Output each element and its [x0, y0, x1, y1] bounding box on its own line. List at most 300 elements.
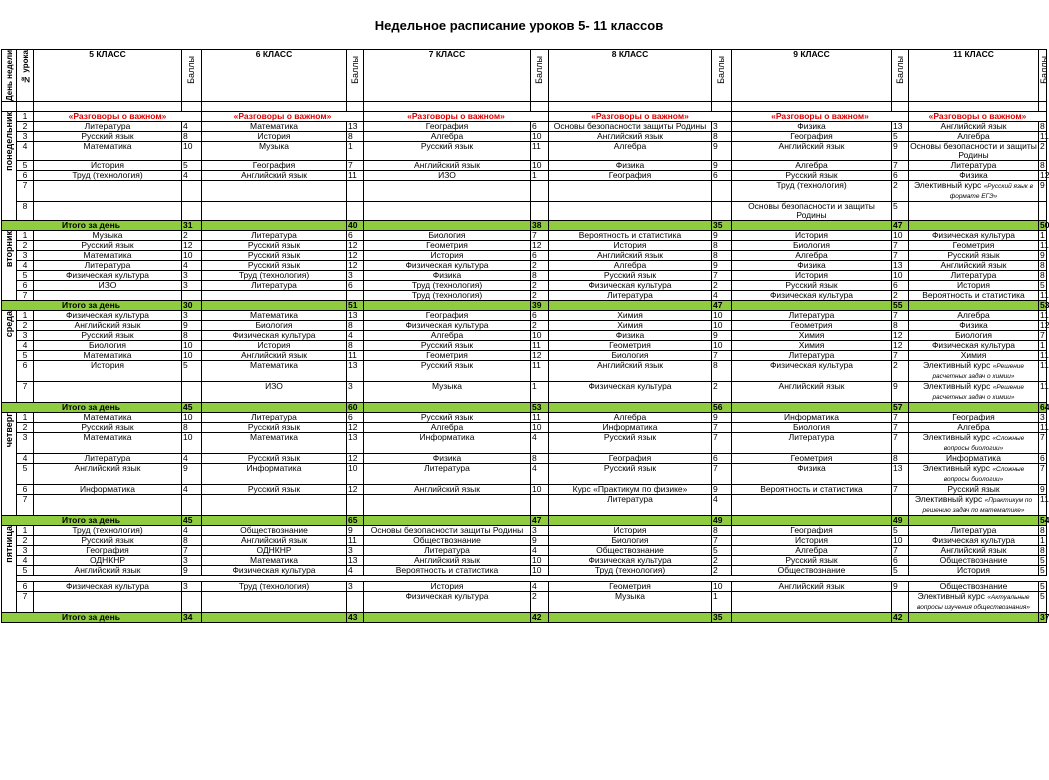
score-cell: 4 [531, 582, 549, 592]
score-cell: 6 [347, 281, 364, 291]
score-cell: 10 [182, 433, 202, 454]
score-cell: 9 [712, 413, 732, 423]
score-cell: 10 [182, 142, 202, 161]
subject-cell [732, 132, 892, 142]
total-blank [732, 301, 892, 311]
subject-name: Физическая культура [65, 310, 150, 321]
score-cell: 8 [892, 454, 909, 464]
subject-name: ОДНКНР [256, 545, 292, 556]
score-cell: 7 [712, 271, 732, 281]
subject-name: География [252, 160, 296, 171]
total-blank [202, 301, 347, 311]
subject-cell [732, 161, 892, 171]
subject-name: Труд (технология) [776, 180, 847, 191]
day-name: четверг [3, 413, 14, 448]
subject-name: Алгебра [795, 545, 828, 556]
subject-cell [909, 271, 1039, 281]
subject-cell [732, 536, 892, 546]
lesson-number: 5 [17, 161, 34, 171]
subject-cell [202, 171, 347, 181]
subject-cell [364, 341, 531, 351]
subject-name: Физическая культура [405, 591, 489, 602]
subject-name: Физическая культура [931, 340, 1016, 351]
total-label: Итого за день [2, 221, 182, 231]
score-cell: 3 [347, 582, 364, 592]
subject-name: Русский язык [947, 250, 1000, 261]
score-cell: 10 [531, 132, 549, 142]
subject-name: Английский язык [74, 320, 141, 331]
subject-name: Музыка [614, 591, 646, 602]
subject-cell [202, 351, 347, 361]
subject-name: Английский язык [597, 131, 663, 142]
subject-cell [549, 556, 712, 566]
subject-name: Русский язык [81, 535, 134, 546]
subject-cell [549, 464, 712, 485]
subject-cell: «Разговоры о важном» [732, 112, 909, 122]
subject-name: История [795, 535, 828, 546]
score-cell: 3 [347, 546, 364, 556]
subject-name: Русский язык [81, 240, 134, 251]
subject-cell [909, 592, 1039, 613]
subject-name: Физика [432, 270, 462, 281]
total-score: 56 [712, 403, 732, 413]
subject-cell [34, 592, 182, 613]
subject-cell [909, 202, 1039, 221]
lesson-number: 1 [17, 413, 34, 423]
score-cell: 9 [347, 526, 364, 536]
subject-name: История [613, 240, 647, 251]
subject-cell [34, 331, 182, 341]
subject-cell [549, 361, 712, 382]
lesson-number: 2 [17, 122, 34, 132]
subject-cell [909, 281, 1039, 291]
subject-cell [909, 341, 1039, 351]
lesson-row [2, 291, 1047, 301]
subject-name: Алгебра [613, 141, 647, 152]
lesson-number: 7 [17, 291, 34, 301]
lesson-number: 7 [17, 592, 34, 613]
subject-name: История [91, 160, 124, 171]
subject-name: Физическая культура [65, 270, 150, 281]
score-cell: 4 [182, 485, 202, 495]
lesson-number: 4 [17, 142, 34, 161]
subject-name: Алгебра [430, 422, 464, 433]
score-cell: 7 [1039, 433, 1047, 454]
score-cell: 7 [892, 241, 909, 251]
score-cell: 10 [712, 341, 732, 351]
score-cell: 5 [1040, 280, 1045, 291]
score-cell: 8 [892, 321, 909, 331]
blank-cell [892, 102, 909, 112]
total-score: 37 [1040, 612, 1049, 623]
blank-cell [17, 102, 34, 112]
subject-name: Алгебра [795, 160, 828, 171]
score-cell: 3 [182, 281, 202, 291]
subject-name: Русский язык [785, 555, 838, 566]
subject-cell [732, 526, 892, 536]
total-blank [909, 516, 1039, 526]
subject-name: Труд (технология) [411, 280, 483, 291]
score-cell: 6 [892, 171, 909, 181]
subject-cell [364, 251, 531, 261]
subject-cell [732, 546, 892, 556]
subject-name: Физика [797, 260, 826, 271]
lesson-row [2, 321, 1047, 331]
subject-name: Физика [615, 330, 645, 341]
score-header-label: Баллы [894, 56, 905, 84]
score-cell: 7 [892, 546, 909, 556]
day-total-row [2, 221, 1047, 231]
lesson-number: 4 [17, 261, 34, 271]
subject-name: История [430, 250, 464, 261]
subject-cell [202, 132, 347, 142]
subject-name: Английский язык [940, 260, 1007, 271]
subject-name: Английский язык [940, 545, 1007, 556]
total-score: 57 [892, 403, 909, 413]
subject-cell [732, 271, 892, 281]
subject-name: Биология [611, 535, 649, 546]
course-subtitle: «Актуальные вопросы изучения обществознания» [917, 594, 1030, 612]
subject-cell [364, 413, 531, 423]
subject-name: Математика [83, 350, 132, 361]
subject-name: Алгебра [430, 131, 464, 142]
score-cell [892, 592, 909, 613]
subject-cell [549, 132, 712, 142]
subject-cell [34, 464, 182, 485]
subject-cell [364, 433, 531, 454]
score-cell: 7 [712, 351, 732, 361]
lesson-row [2, 261, 1047, 271]
lesson-number: 1 [17, 231, 34, 241]
score-cell: 11 [1040, 350, 1049, 361]
subject-cell [34, 171, 182, 181]
score-cell: 10 [182, 351, 202, 361]
subject-name: Информатика [946, 453, 1001, 464]
score-cell: 6 [347, 413, 364, 423]
score-cell: 2 [892, 361, 909, 382]
subject-cell [34, 433, 182, 454]
subject-name: Физическая культура [769, 360, 854, 371]
day-cell [2, 526, 17, 613]
score-cell: 5 [1039, 592, 1047, 613]
score-cell: 1 [1040, 535, 1045, 546]
lesson-row [2, 202, 1047, 221]
lesson-row [2, 311, 1047, 321]
subject-cell [202, 271, 347, 281]
lesson-row [2, 161, 1047, 171]
subject-cell [909, 161, 1039, 171]
score-cell: 9 [712, 142, 732, 161]
subject-cell [364, 582, 531, 592]
subject-name: Английский язык [74, 565, 141, 576]
subject-cell [202, 341, 347, 351]
subject-name: Информатика [419, 432, 475, 443]
score-cell: 7 [892, 311, 909, 321]
total-score: 65 [347, 516, 364, 526]
course-subtitle: «Русский язык в формате ЕГЭ» [949, 183, 1034, 201]
subject-name: Литература [84, 260, 131, 271]
subject-cell [732, 361, 892, 382]
course-subtitle: «Практикум по решению задач по математике» [922, 497, 1033, 515]
score-cell: 6 [531, 311, 549, 321]
subject-name: Элективный курс [917, 591, 985, 602]
subject-name: Математика [250, 360, 298, 371]
subject-name: Русский язык [947, 484, 1000, 495]
score-cell: 13 [347, 433, 364, 454]
subject-name: Обществознание [777, 565, 846, 576]
lesson-row [2, 495, 1047, 516]
subject-cell [202, 495, 347, 516]
subject-cell [909, 291, 1039, 301]
subject-cell [202, 361, 347, 382]
subject-name: География [425, 310, 469, 321]
score-cell: 7 [892, 423, 909, 433]
lesson-row [2, 171, 1047, 181]
blank-cell [732, 102, 892, 112]
total-score: 40 [347, 221, 364, 231]
lesson-row [2, 413, 1047, 423]
subject-cell [909, 171, 1039, 181]
subject-name: Музыка [92, 230, 123, 241]
subject-cell [34, 341, 182, 351]
subject-cell [364, 132, 531, 142]
score-cell: 9 [182, 321, 202, 331]
subject-name: Русский язык [420, 141, 474, 152]
subject-cell [549, 281, 712, 291]
subject-cell [909, 311, 1039, 321]
subject-name: Труд (технология) [72, 170, 143, 181]
subject-name: Основы безопасности защиты Родины [553, 121, 707, 132]
score-cell: 7 [892, 161, 909, 171]
subject-cell [732, 423, 892, 433]
subject-cell [34, 321, 182, 331]
score-header-label: Баллы [1039, 56, 1049, 84]
subject-cell [732, 142, 892, 161]
subject-cell [364, 291, 531, 301]
class-header: 6 КЛАСС [202, 50, 347, 102]
subject-cell [202, 231, 347, 241]
score-cell: 11 [1039, 361, 1047, 382]
subject-cell [364, 485, 531, 495]
score-cell: 8 [712, 526, 732, 536]
subject-cell [34, 361, 182, 382]
subject-name: История [430, 581, 464, 592]
lesson-row [2, 566, 1047, 576]
subject-cell [364, 142, 531, 161]
total-score: 31 [182, 221, 202, 231]
score-cell: 10 [531, 485, 549, 495]
subject-name: Литература [251, 412, 297, 423]
score-cell: 3 [347, 271, 364, 281]
subject-cell [34, 454, 182, 464]
score-cell: 2 [531, 321, 549, 331]
lesson-number: 2 [17, 423, 34, 433]
score-cell: 12 [892, 331, 909, 341]
subject-cell [732, 485, 892, 495]
score-cell: 5 [892, 566, 909, 576]
subject-name: География [86, 545, 129, 556]
total-score: 35 [712, 613, 732, 623]
subject-cell [34, 423, 182, 433]
course-subtitle: «Сложные вопросы биологии» [943, 435, 1025, 453]
score-cell: 10 [531, 566, 549, 576]
subject-name: Английский язык [597, 250, 663, 261]
lesson-row [2, 271, 1047, 281]
total-blank [909, 301, 1039, 311]
subject-name: Биология [611, 350, 649, 361]
subject-name: Элективный курс [913, 180, 982, 191]
score-cell: 12 [347, 251, 364, 261]
subject-cell [909, 454, 1039, 464]
subject-name: История [257, 340, 291, 351]
subject-cell [549, 321, 712, 331]
subject-cell [549, 202, 712, 221]
page-title: Недельное расписание уроков 5- 11 классов [374, 18, 664, 33]
subject-cell [909, 241, 1039, 251]
subject-cell [732, 251, 892, 261]
lesson-row [2, 331, 1047, 341]
class-header: 5 КЛАСС [34, 50, 182, 102]
score-header-label: Баллы [186, 56, 196, 84]
subject-name: Русский язык [785, 170, 838, 181]
score-cell: 10 [531, 556, 549, 566]
subject-cell [549, 592, 712, 613]
lesson-number: 4 [17, 341, 34, 351]
subject-name: Физика [959, 320, 988, 331]
score-cell: 5 [1040, 565, 1045, 576]
score-cell [347, 291, 364, 301]
subject-cell [34, 241, 182, 251]
subject-cell [364, 454, 531, 464]
subject-name: Литература [424, 463, 470, 474]
score-cell: 10 [712, 582, 732, 592]
score-cell: 9 [892, 382, 909, 403]
score-cell: 7 [1040, 330, 1045, 341]
score-cell: 4 [182, 454, 202, 464]
subject-cell [909, 546, 1039, 556]
course-subtitle: «Решение расчетных задач о химии» [932, 384, 1025, 402]
subject-cell [549, 566, 712, 576]
subject-cell [732, 382, 892, 403]
total-score: 39 [531, 301, 549, 311]
total-blank [202, 613, 347, 623]
subject-name: Труд (технология) [411, 290, 483, 301]
subject-name: История [613, 525, 647, 536]
total-score: 47 [531, 516, 549, 526]
total-score: 60 [347, 403, 364, 413]
subject-cell [732, 261, 892, 271]
score-cell: 11 [1040, 422, 1049, 433]
subject-cell [549, 251, 712, 261]
subject-cell [732, 231, 892, 241]
subject-name: Английский язык [414, 484, 480, 495]
score-cell: 11 [531, 413, 549, 423]
subject-cell [202, 291, 347, 301]
score-cell: 8 [182, 536, 202, 546]
score-cell: 13 [892, 261, 909, 271]
score-cell: 3 [712, 122, 732, 132]
score-cell: 7 [347, 161, 364, 171]
subject-cell [364, 321, 531, 331]
subject-name: Труд (технология) [238, 581, 310, 592]
lesson-number: 3 [17, 331, 34, 341]
total-score: 51 [347, 301, 364, 311]
subject-cell [549, 161, 712, 171]
score-cell: 1 [1040, 230, 1045, 241]
score-cell [182, 495, 202, 516]
score-header [892, 50, 909, 102]
total-score: 49 [712, 516, 732, 526]
score-cell: 8 [1040, 270, 1045, 281]
score-cell: 13 [347, 556, 364, 566]
subject-cell [34, 546, 182, 556]
score-cell: 6 [531, 122, 549, 132]
score-cell: 1 [1040, 340, 1045, 351]
subject-cell [202, 582, 347, 592]
subject-cell [364, 122, 531, 132]
score-cell: 10 [182, 341, 202, 351]
blank-cell [182, 102, 202, 112]
total-blank [549, 221, 712, 231]
subject-cell [549, 526, 712, 536]
subject-name: Элективный курс [922, 381, 991, 392]
score-cell: 8 [182, 423, 202, 433]
total-blank [549, 301, 712, 311]
day-name: среда [3, 311, 14, 338]
subject-cell [909, 536, 1039, 546]
total-blank [732, 403, 892, 413]
subject-cell [364, 556, 531, 566]
score-cell [347, 202, 364, 221]
lesson-row [2, 351, 1047, 361]
score-header-label: Баллы [716, 56, 726, 84]
subject-cell [549, 582, 712, 592]
score-cell: 11 [531, 341, 549, 351]
subject-name: Информатика [602, 422, 658, 433]
total-blank [202, 221, 347, 231]
subject-name: Физическая культура [65, 581, 150, 592]
score-cell: 9 [712, 161, 732, 171]
subject-name: Геометрия [609, 340, 651, 351]
subject-cell [202, 181, 347, 202]
header-row [2, 50, 1047, 102]
subject-cell [909, 485, 1039, 495]
subject-cell [549, 423, 712, 433]
total-score: 38 [531, 221, 549, 231]
subject-cell [34, 566, 182, 576]
score-cell: 8 [347, 341, 364, 351]
subject-name: Информатика [246, 463, 302, 474]
score-cell: 5 [892, 526, 909, 536]
subject-cell [549, 546, 712, 556]
score-cell: 9 [1039, 181, 1047, 202]
subject-cell [34, 142, 182, 161]
subject-cell [202, 423, 347, 433]
subject-name: Литература [251, 280, 297, 291]
subject-name: География [425, 121, 469, 132]
subject-name: Физическая культура [588, 555, 672, 566]
subject-cell [364, 495, 531, 516]
score-cell [182, 202, 202, 221]
blank-cell [202, 102, 347, 112]
subject-name: Обществознание [596, 545, 664, 556]
subject-cell [34, 582, 182, 592]
score-cell: 1 [712, 592, 732, 613]
course-subtitle: «Решение расчетных задач о химии» [932, 363, 1025, 381]
subject-name: Основы безопасности и защиты Родины [748, 201, 875, 221]
subject-cell [364, 351, 531, 361]
subject-cell [549, 142, 712, 161]
